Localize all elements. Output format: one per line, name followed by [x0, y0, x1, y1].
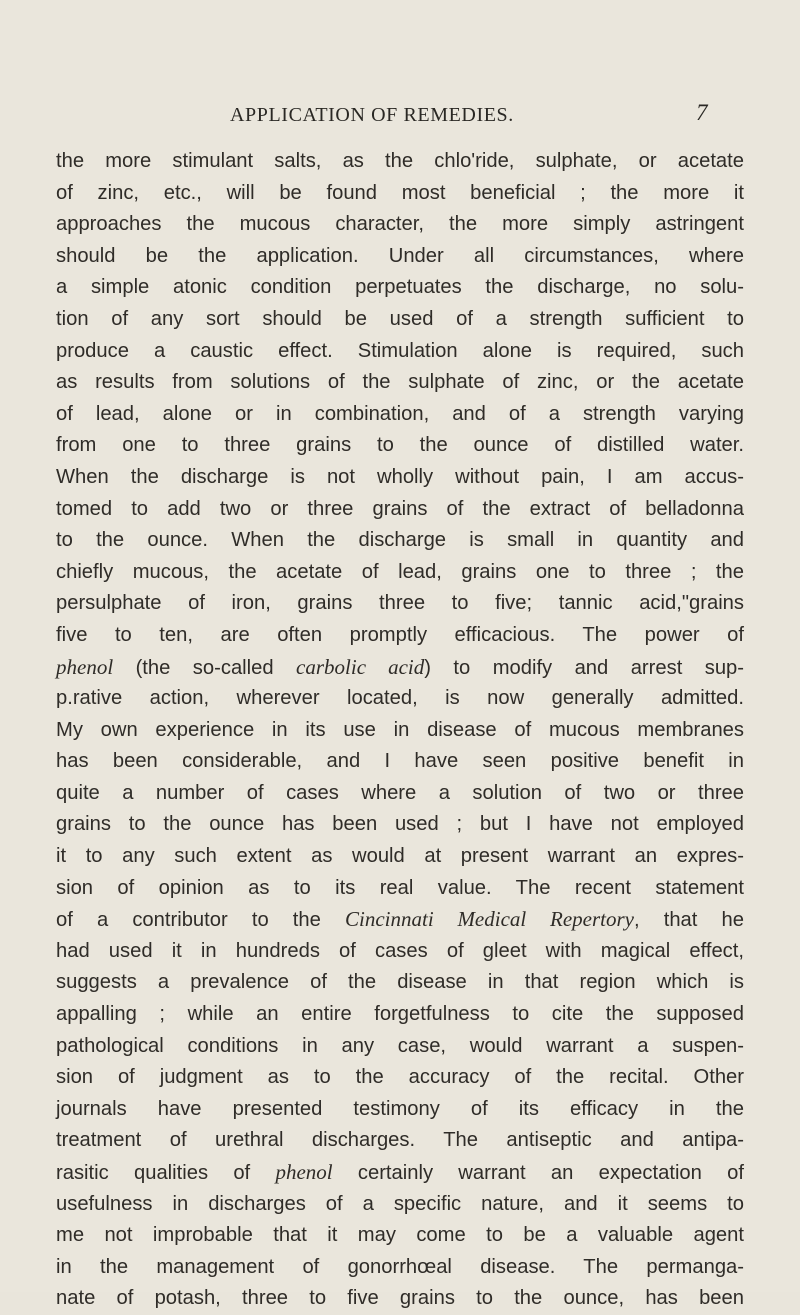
text-run: , that he [633, 909, 744, 932]
text-line: persulphate of iron, grains three to five; tannic acid,"grains [56, 592, 744, 615]
text-line: in the management of gonorrhœal disease. The permanga- [56, 1255, 744, 1278]
text-line: journals have presented testimony of its efficacy in the [56, 1097, 744, 1120]
page-number: 7 [696, 100, 709, 125]
running-title: APPLICATION OF REMEDIES. [230, 104, 514, 126]
text-line: grains to the ounce has been used ; but I have not employed [56, 813, 744, 836]
text-line: chiefly mucous, the acetate of lead, grains one to three ; the [56, 560, 744, 583]
running-head [218, 98, 738, 132]
text-line: the more stimulant salts, as the chlo'ride, sulphate, or acetate [56, 150, 744, 172]
text-line: five to ten, are often promptly efficacious. The power of [56, 623, 744, 646]
text-line: to the ounce. When the discharge is small in quantity and [56, 529, 744, 552]
text-line: from one to three grains to the ounce of distilled water. [56, 434, 744, 457]
text-line [56, 1157, 744, 1189]
italic-term: carbolic acid [296, 654, 425, 679]
text-line: nate of potash, three to five grains to the ounce, has been [56, 1287, 744, 1310]
text-run: of a contributor to the [56, 909, 345, 932]
text-line: quite a number of cases where a solution of two or three [56, 781, 744, 804]
text-line: should be the application. Under all circumstances, where [56, 244, 744, 267]
text-line: treatment of urethral discharges. The antiseptic and antipa- [56, 1129, 744, 1152]
text-line: me not improbable that it may come to be a valuable agent [56, 1224, 744, 1247]
italic-term: phenol [275, 1160, 333, 1184]
italic-title: Cincinnati Medical Repertory [345, 907, 634, 932]
text-line: My own experience in its use in disease of mucous membranes [56, 718, 744, 741]
text-line: p.rative action, wherever located, is now generally admitted. [56, 687, 744, 710]
text-line: tomed to add two or three grains of the extract of belladonna [56, 497, 744, 520]
text-line: When the discharge is not wholly without pain, I am accus- [56, 465, 744, 488]
text-line: usefulness in discharges of a specific nature, and it seems to [56, 1192, 744, 1215]
text-line: sion of opinion as to its real value. The recent statement [56, 876, 744, 899]
text-run: (the so-called [113, 656, 297, 679]
text-line: pathological conditions in any case, would warrant a suspen- [56, 1034, 744, 1057]
text-line: sion of judgment as to the accuracy of the recital. Other [56, 1066, 744, 1089]
text-line: as results from solutions of the sulphate of zinc, or the acetate [56, 371, 744, 394]
text-line: appalling ; while an entire forgetfulness to cite the supposed [56, 1003, 744, 1026]
text-line: produce a caustic effect. Stimulation alone is required, such [56, 339, 744, 362]
text-line: approaches the mucous character, the more simply astringent [56, 213, 744, 236]
text-line: has been considerable, and I have seen positive benefit in [56, 750, 744, 773]
text-line: had used it in hundreds of cases of gleet with magical effect, [56, 939, 744, 962]
text-line: of lead, alone or in combination, and of a strength varying [56, 402, 744, 425]
text-line: tion of any sort should be used of a strength sufficient to [56, 307, 744, 330]
body-text [56, 146, 744, 1315]
text-line: it to any such extent as would at present warrant an expres- [56, 845, 744, 868]
text-run: certainly warrant an expectation of [332, 1162, 744, 1184]
text-line: suggests a prevalence of the disease in that region which is [56, 971, 744, 994]
text-line: a simple atonic condition perpetuates the discharge, no solu- [56, 276, 744, 299]
italic-term: phenol [56, 654, 114, 679]
text-line: of zinc, etc., will be found most beneficial ; the more it [56, 181, 744, 204]
text-line [56, 652, 744, 684]
text-run: rasitic qualities of [56, 1162, 276, 1184]
text-run: ) to modify and arrest sup- [424, 656, 745, 679]
text-line [56, 904, 744, 936]
